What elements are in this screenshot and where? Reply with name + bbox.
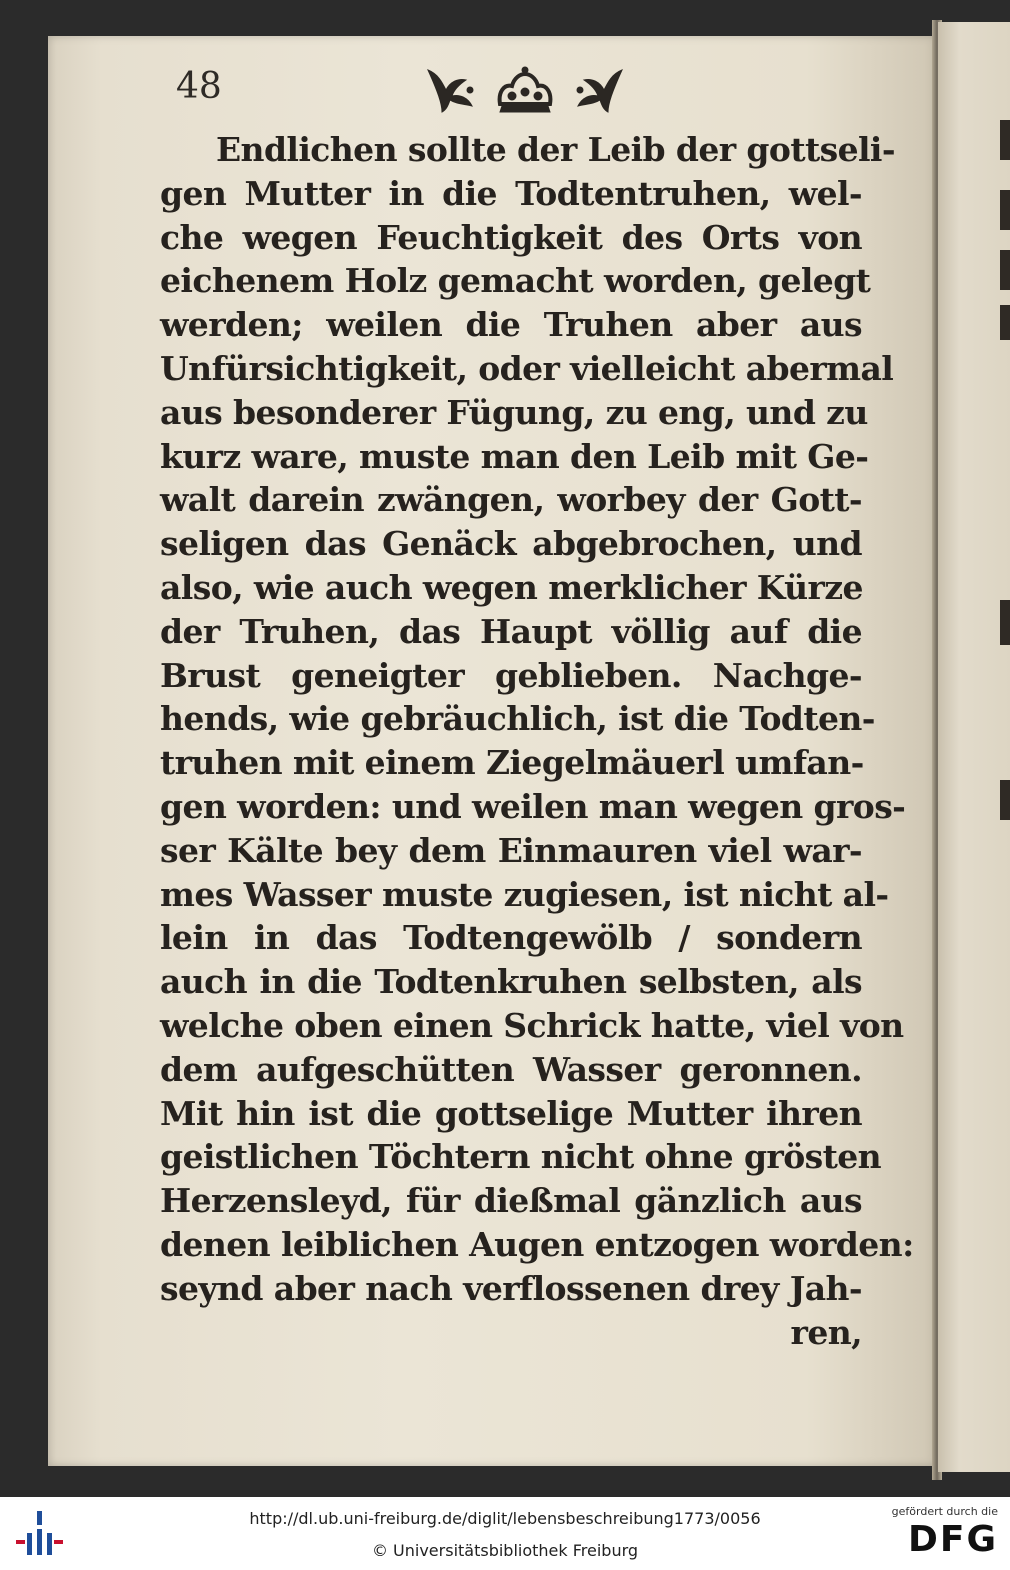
text-line: werden; weilen die Truhen aber aus [160, 305, 862, 345]
text-line: Brust geneigter geblieben. Nachge- [160, 655, 862, 695]
text-line: Mit hin ist die gottselige Mutter ihren [160, 1093, 862, 1133]
text-line: auch in die Todtenkruhen selbsten, als [160, 962, 862, 1002]
text-line: geistlichen Töchtern nicht ohne grösten [160, 1137, 882, 1177]
permalink-url[interactable]: http://dl.ub.uni-freiburg.de/diglit/lebensbeschreibung1773/0056 [249, 1509, 761, 1528]
facing-page-edge [938, 22, 1010, 1472]
facing-page-fragment [1000, 305, 1010, 340]
text-line: walt darein zwängen, worbey der Gott- [160, 480, 862, 520]
text-line: mes Wasser muste zugiesen, ist nicht al- [160, 874, 889, 914]
text-line: denen leiblichen Augen entzogen worden: [160, 1224, 914, 1264]
text-line: seynd aber nach verflossenen drey Jah- [160, 1268, 862, 1308]
text-line: welche oben einen Schrick hatte, viel von [160, 1005, 904, 1045]
text-line: lein in das Todtengewölb / sondern [160, 918, 862, 958]
facing-page-fragment [1000, 120, 1010, 160]
text-line: kurz ware, muste man den Leib mit Ge- [160, 436, 869, 476]
text-line: dem aufgeschütten Wasser geronnen. [160, 1049, 862, 1089]
text-line: truhen mit einem Ziegelmäuerl umfan- [160, 743, 864, 783]
text-line: hends, wie gebräuchlich, ist die Todten- [160, 699, 875, 739]
text-line: Unfürsichtigkeit, oder vielleicht abermal [160, 348, 894, 388]
text-line: gen worden: und weilen man wegen gros- [160, 786, 906, 826]
text-line: Herzensleyd, für dießmal gänzlich aus [160, 1181, 862, 1221]
facing-page-fragment [1000, 190, 1010, 230]
facing-page-fragment [1000, 250, 1010, 290]
ornament-icon [420, 62, 630, 118]
page-number: 48 [176, 66, 222, 107]
dfg-logo: DFG [907, 1519, 998, 1560]
text-line: eichenem Holz gemacht worden, gelegt [160, 261, 871, 301]
text-line: gen Mutter in die Todtentruhen, wel- [160, 173, 862, 213]
facing-page-fragment [1000, 780, 1010, 820]
viewer-footer [0, 1497, 1010, 1570]
copyright-text: © Universitätsbibliothek Freiburg [371, 1541, 639, 1560]
text-line: seligen das Genäck abgebrochen, und [160, 524, 862, 564]
catchword: ren, [790, 1312, 862, 1352]
body-text [160, 128, 914, 1354]
text-line: che wegen Feuchtigkeit des Orts von [160, 217, 862, 257]
text-line: der Truhen, das Haupt völlig auf die [160, 611, 862, 651]
text-line: also, wie auch wegen merklicher Kürze [160, 567, 863, 607]
text-line: aus besonderer Fügung, zu eng, und zu [160, 392, 868, 432]
text-line: Endlichen sollte der Leib der gottseli- [216, 130, 895, 169]
dfg-caption: gefördert durch die [891, 1505, 998, 1518]
text-line: ser Kälte bey dem Einmauren viel war- [160, 830, 862, 870]
facing-page-fragment [1000, 600, 1010, 645]
